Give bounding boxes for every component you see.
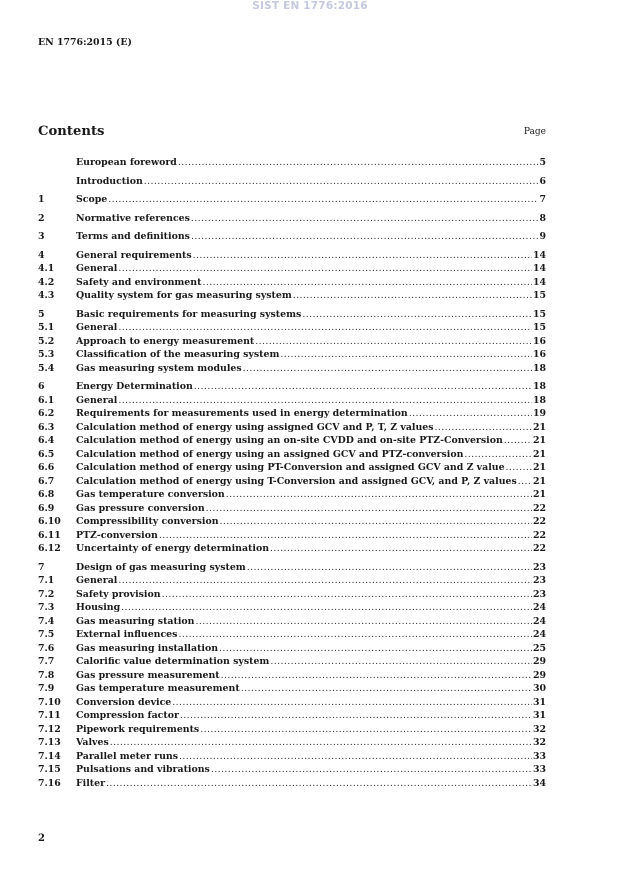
toc-entry-page[interactable]: 21	[532, 489, 546, 500]
toc-entry-title[interactable]: Compression factor	[76, 710, 179, 721]
toc-entry-page[interactable]: 32	[532, 723, 546, 735]
toc-entry-title[interactable]: Pipework requirements	[76, 723, 200, 735]
toc-entry-title[interactable]: Quality system for gas measuring system	[76, 290, 292, 301]
toc-entry[interactable]	[38, 529, 546, 543]
dot-leader	[202, 276, 532, 290]
toc-entry-page[interactable]: 23	[532, 588, 546, 600]
toc-entry[interactable]	[38, 421, 546, 435]
toc-entry[interactable]	[38, 777, 546, 791]
dot-leader	[178, 628, 532, 642]
dot-leader	[118, 394, 532, 408]
toc-entry[interactable]	[38, 655, 546, 669]
toc-entry-page[interactable]: 19	[532, 408, 546, 419]
dot-leader	[118, 574, 532, 588]
dot-leader	[518, 475, 532, 489]
toc-entry-number: 7.4	[38, 615, 55, 627]
toc-entry-number: 5.1	[38, 322, 55, 333]
toc-entry-page[interactable]: 16	[532, 335, 546, 347]
dot-leader	[179, 750, 532, 764]
toc-entry[interactable]	[38, 515, 546, 529]
dot-leader	[270, 655, 532, 669]
toc-entry-page[interactable]: 24	[532, 629, 546, 640]
toc-entry[interactable]	[38, 193, 546, 207]
toc-entry-number: 7.1	[38, 575, 55, 586]
toc-entry-title[interactable]: Uncertainty of energy determination	[76, 543, 270, 554]
toc-entry[interactable]	[38, 434, 546, 448]
toc-entry-title[interactable]: Gas temperature measurement	[76, 683, 240, 694]
toc-entry-page[interactable]: 22	[532, 529, 546, 541]
toc-entry-number: 5.3	[38, 349, 55, 360]
toc-entry-title[interactable]: Gas measuring installation	[76, 642, 219, 654]
toc-entry-number: 3	[38, 231, 45, 242]
toc-entry-number: 1	[38, 194, 45, 205]
toc-entry-page[interactable]: 18	[532, 362, 546, 374]
toc-entry-title[interactable]: Gas pressure measurement	[76, 669, 220, 681]
toc-entry-page[interactable]: 21	[532, 421, 546, 433]
toc-entry[interactable]	[38, 262, 546, 276]
table-of-contents	[38, 156, 546, 795]
toc-entry-title[interactable]: Filter	[76, 777, 106, 789]
toc-entry[interactable]	[38, 736, 546, 750]
toc-entry[interactable]	[38, 615, 546, 629]
toc-entry[interactable]	[38, 696, 546, 710]
dot-leader	[110, 736, 532, 750]
toc-entry-title[interactable]: Safety and environment	[76, 276, 202, 288]
toc-entry-number: 7.8	[38, 669, 55, 681]
toc-section	[38, 212, 546, 226]
toc-section	[38, 308, 546, 376]
dot-leader	[162, 588, 532, 602]
toc-entry[interactable]	[38, 475, 546, 489]
dot-leader	[195, 615, 531, 629]
toc-entry-page[interactable]: 31	[532, 696, 546, 708]
toc-entry-page[interactable]: 21	[532, 475, 546, 487]
toc-entry-number: 7.11	[38, 710, 61, 721]
toc-entry-title[interactable]: Gas measuring system modules	[76, 362, 242, 374]
toc-entry-number: 6.3	[38, 421, 55, 433]
toc-entry-page[interactable]: 14	[532, 263, 546, 274]
toc-entry[interactable]	[38, 394, 546, 408]
dot-leader	[504, 434, 532, 448]
toc-entry-title[interactable]: Calculation method of energy using PT-Conversion and assigned GCV and Z value	[76, 462, 505, 473]
dot-leader	[226, 488, 532, 502]
dot-leader	[206, 502, 532, 516]
toc-entry-number: 7.3	[38, 602, 55, 613]
toc-entry-page[interactable]: 23	[532, 561, 546, 573]
toc-entry-title[interactable]: Conversion device	[76, 696, 172, 708]
toc-entry-title[interactable]: Gas measuring station	[76, 615, 195, 627]
toc-entry-number: 7.2	[38, 588, 55, 600]
toc-entry[interactable]	[38, 321, 546, 335]
toc-entry-title[interactable]: Safety provision	[76, 588, 161, 600]
toc-entry[interactable]	[38, 709, 546, 723]
toc-entry-page[interactable]: 7	[539, 194, 546, 205]
toc-entry-number: 7.13	[38, 737, 61, 748]
toc-entry-number: 7	[38, 561, 45, 573]
dot-leader	[247, 561, 532, 575]
toc-entry[interactable]	[38, 561, 546, 575]
toc-entry[interactable]	[38, 249, 546, 263]
toc-entry-number: 7.15	[38, 764, 61, 775]
toc-entry[interactable]	[38, 642, 546, 656]
toc-entry-number: 5	[38, 308, 45, 320]
toc-entry-number: 6.7	[38, 475, 55, 487]
toc-entry-page[interactable]: 14	[532, 276, 546, 288]
toc-entry-page[interactable]: 25	[532, 642, 546, 654]
dot-leader	[221, 669, 532, 683]
dot-leader	[200, 723, 532, 737]
dot-leader	[108, 193, 538, 207]
toc-entry-number: 4	[38, 249, 45, 261]
toc-entry-page[interactable]: 18	[532, 394, 546, 406]
toc-entry-title[interactable]: Gas temperature conversion	[76, 489, 225, 500]
toc-entry-page[interactable]: 21	[532, 435, 546, 446]
toc-entry[interactable]	[38, 601, 546, 615]
toc-entry-number: 7.6	[38, 642, 55, 654]
toc-entry-number: 4.2	[38, 276, 55, 288]
toc-entry[interactable]	[38, 682, 546, 696]
toc-entry-page[interactable]: 29	[532, 656, 546, 667]
toc-entry[interactable]	[38, 488, 546, 502]
dot-leader	[220, 515, 532, 529]
toc-entry-number: 6.9	[38, 502, 55, 514]
toc-section	[38, 156, 546, 170]
toc-entry-number: 7.16	[38, 777, 61, 789]
toc-entry-title[interactable]: External influences	[76, 629, 178, 640]
toc-entry[interactable]	[38, 448, 546, 462]
toc-entry-title[interactable]: Classification of the measuring system	[76, 349, 280, 360]
toc-entry[interactable]	[38, 723, 546, 737]
toc-entry[interactable]	[38, 276, 546, 290]
toc-entry-title[interactable]: General	[76, 322, 118, 333]
toc-entry[interactable]	[38, 156, 546, 170]
toc-entry[interactable]	[38, 502, 546, 516]
toc-entry-title[interactable]: Calculation method of energy using assigned GCV and P, T, Z values	[76, 421, 434, 433]
dot-leader	[191, 212, 539, 226]
toc-entry-page[interactable]: 5	[539, 157, 546, 168]
toc-entry-title[interactable]: Design of gas measuring system	[76, 561, 246, 573]
toc-entry-number: 6	[38, 381, 45, 392]
toc-entry[interactable]	[38, 574, 546, 588]
toc-entry-number: 5.4	[38, 362, 55, 374]
dot-leader	[464, 448, 532, 462]
toc-entry-page[interactable]: 6	[539, 175, 546, 187]
toc-entry-number: 6.1	[38, 394, 55, 406]
toc-entry-title[interactable]: General	[76, 263, 118, 274]
toc-entry-number: 5.2	[38, 335, 55, 347]
toc-entry-title[interactable]: Terms and definitions	[76, 231, 190, 242]
toc-entry[interactable]	[38, 308, 546, 322]
watermark: SIST EN 1776:2016	[252, 0, 368, 12]
toc-entry-page[interactable]: 30	[532, 683, 546, 694]
toc-entry-page[interactable]: 33	[532, 750, 546, 762]
toc-entry[interactable]	[38, 230, 546, 244]
dot-leader	[144, 175, 539, 189]
toc-entry-number: 6.12	[38, 543, 61, 554]
toc-entry-number: 7.14	[38, 750, 61, 762]
toc-entry-number: 6.8	[38, 489, 55, 500]
dot-leader	[172, 696, 532, 710]
dot-leader	[293, 289, 532, 303]
toc-entry[interactable]	[38, 542, 546, 556]
dot-leader	[121, 601, 532, 615]
toc-entry[interactable]	[38, 175, 546, 189]
toc-entry-title[interactable]: General requirements	[76, 249, 192, 261]
toc-section	[38, 175, 546, 189]
toc-entry-title[interactable]: PTZ-conversion	[76, 529, 158, 541]
toc-entry-title[interactable]: European foreword	[76, 157, 177, 168]
toc-entry[interactable]	[38, 289, 546, 303]
toc-entry-page[interactable]: 23	[532, 575, 546, 586]
toc-entry-title[interactable]: Gas pressure conversion	[76, 502, 205, 514]
toc-entry-number: 6.4	[38, 435, 55, 446]
dot-leader	[506, 461, 532, 475]
toc-entry-number: 6.5	[38, 448, 55, 460]
toc-entry-title[interactable]: Valves	[76, 737, 109, 748]
toc-entry-page[interactable]: 29	[532, 669, 546, 681]
toc-entry-number: 6.10	[38, 516, 61, 527]
toc-entry[interactable]	[38, 335, 546, 349]
toc-entry-page[interactable]: 8	[539, 212, 546, 224]
toc-entry-number: 4.3	[38, 290, 55, 301]
toc-entry-title[interactable]: Energy Determination	[76, 381, 193, 392]
toc-entry-page[interactable]: 22	[532, 543, 546, 554]
toc-entry-number: 6.2	[38, 408, 55, 419]
toc-entry-number: 7.9	[38, 683, 55, 694]
toc-entry-title[interactable]: General	[76, 575, 118, 586]
toc-entry-number: 2	[38, 212, 45, 224]
toc-section	[38, 380, 546, 556]
toc-entry-title[interactable]: Parallel meter runs	[76, 750, 179, 762]
toc-entry-page[interactable]: 15	[532, 308, 546, 320]
toc-entry[interactable]	[38, 380, 546, 394]
dot-leader	[118, 321, 532, 335]
toc-entry-title[interactable]: Introduction	[76, 175, 143, 187]
dot-leader	[241, 682, 532, 696]
page-number: 2	[38, 833, 45, 844]
dot-leader	[191, 230, 539, 244]
toc-entry-number: 6.11	[38, 529, 61, 541]
toc-entry-number: 7.5	[38, 629, 55, 640]
dot-leader	[178, 156, 539, 170]
toc-entry-page[interactable]: 18	[532, 381, 546, 392]
toc-entry-page[interactable]: 24	[532, 615, 546, 627]
toc-entry-title[interactable]: Approach to energy measurement	[76, 335, 255, 347]
toc-entry[interactable]	[38, 212, 546, 226]
toc-entry[interactable]	[38, 362, 546, 376]
toc-entry-title[interactable]: General	[76, 394, 118, 406]
toc-entry-page[interactable]: 9	[539, 231, 546, 242]
toc-section	[38, 561, 546, 791]
toc-entry[interactable]	[38, 669, 546, 683]
toc-entry-page[interactable]: 31	[532, 710, 546, 721]
dot-leader	[159, 529, 532, 543]
toc-entry-page[interactable]: 15	[532, 290, 546, 301]
toc-entry-title[interactable]: Basic requirements for measuring systems	[76, 308, 302, 320]
toc-entry-title[interactable]: Scope	[76, 194, 108, 205]
toc-section	[38, 193, 546, 207]
toc-entry-page[interactable]: 14	[532, 249, 546, 261]
toc-section	[38, 230, 546, 244]
toc-entry-page[interactable]: 21	[532, 462, 546, 473]
dot-leader	[219, 642, 532, 656]
dot-leader	[180, 709, 532, 723]
toc-entry-number: 7.7	[38, 656, 55, 667]
dot-leader	[118, 262, 532, 276]
contents-title: Contents	[38, 124, 105, 139]
dot-leader	[255, 335, 532, 349]
toc-entry-title[interactable]: Compressibility conversion	[76, 516, 219, 527]
toc-entry-number: 4.1	[38, 263, 55, 274]
toc-entry-title[interactable]: Housing	[76, 602, 121, 613]
toc-entry-page[interactable]: 34	[532, 777, 546, 789]
toc-entry-title[interactable]: Calculation method of energy using T-Conversion and assigned GCV, and P, Z values	[76, 475, 517, 487]
toc-entry[interactable]	[38, 750, 546, 764]
toc-entry-page[interactable]: 22	[532, 516, 546, 527]
toc-entry-title[interactable]: Calculation method of energy using an on-site CVDD and on-site PTZ-Conversion	[76, 435, 503, 446]
toc-entry[interactable]	[38, 461, 546, 475]
dot-leader	[211, 763, 532, 777]
dot-leader	[243, 362, 532, 376]
dot-leader	[194, 380, 532, 394]
toc-entry-title[interactable]: Normative references	[76, 212, 190, 224]
toc-entry-number: 7.12	[38, 723, 61, 735]
toc-entry-title[interactable]: Calorific value determination system	[76, 656, 270, 667]
dot-leader	[280, 348, 532, 362]
toc-entry[interactable]	[38, 588, 546, 602]
toc-entry-number: 7.10	[38, 696, 61, 708]
toc-entry-number: 6.6	[38, 462, 55, 473]
page-column-label: Page	[523, 127, 546, 137]
dot-leader	[409, 407, 532, 421]
document-id: EN 1776:2015 (E)	[38, 37, 132, 48]
toc-entry[interactable]	[38, 628, 546, 642]
dot-leader	[106, 777, 532, 791]
toc-entry-page[interactable]: 15	[532, 322, 546, 333]
dot-leader	[270, 542, 532, 556]
toc-entry-page[interactable]: 33	[532, 764, 546, 775]
toc-entry-page[interactable]: 24	[532, 602, 546, 613]
toc-entry[interactable]	[38, 348, 546, 362]
toc-entry[interactable]	[38, 407, 546, 421]
dot-leader	[435, 421, 532, 435]
toc-entry-title[interactable]: Calculation method of energy using an assigned GCV and PTZ-conversion	[76, 448, 464, 460]
toc-entry-page[interactable]: 16	[532, 349, 546, 360]
toc-entry-title[interactable]: Requirements for measurements used in energy determination	[76, 408, 408, 419]
toc-entry-page[interactable]: 21	[532, 448, 546, 460]
toc-entry-title[interactable]: Pulsations and vibrations	[76, 764, 210, 775]
toc-section	[38, 249, 546, 303]
toc-entry-page[interactable]: 22	[532, 502, 546, 514]
dot-leader	[193, 249, 532, 263]
toc-entry-page[interactable]: 32	[532, 737, 546, 748]
toc-entry[interactable]	[38, 763, 546, 777]
dot-leader	[302, 308, 532, 322]
